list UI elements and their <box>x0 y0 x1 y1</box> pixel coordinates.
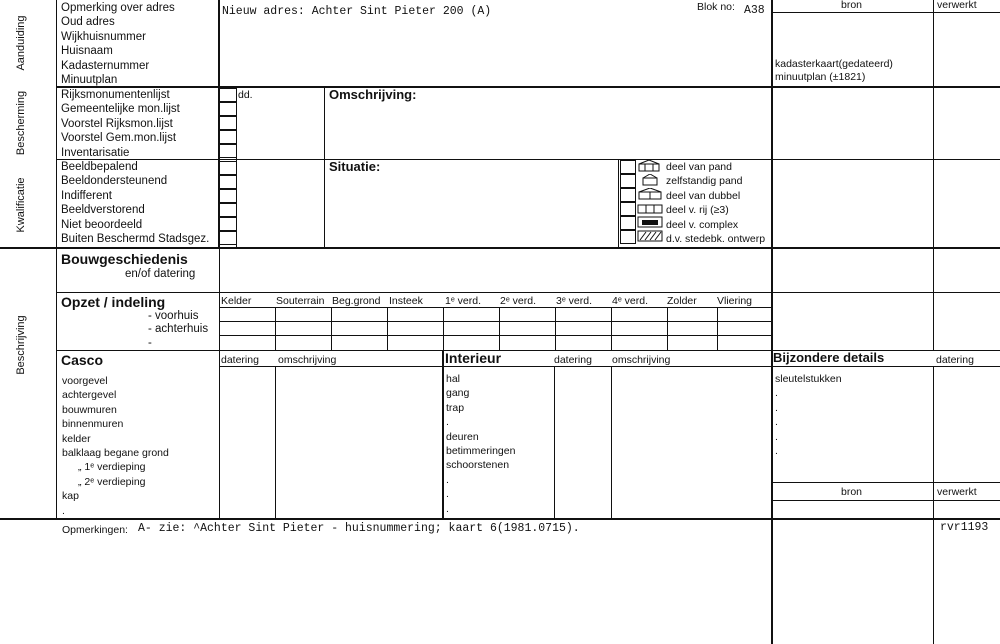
checkbox-niet-beoordeeld[interactable] <box>219 217 237 231</box>
kwalificatie-item: Indifferent <box>61 189 112 202</box>
situatie-label: Situatie: <box>329 159 381 174</box>
opzet-row-voorhuis: - voorhuis <box>148 310 199 322</box>
bron-lower-top-line <box>771 482 1000 483</box>
verwerkt-column-divider <box>933 0 934 350</box>
situatie-option: deel v. rij (≥3) <box>666 204 729 217</box>
opzet-col-beg-grond: Beg.grond <box>332 295 381 307</box>
opzet-col-line <box>387 307 388 350</box>
casco-item: kap <box>62 490 79 503</box>
casco-item: binnenmuren <box>62 418 124 431</box>
bijzondere-item: . <box>775 416 778 429</box>
interieur-datering-header: datering <box>554 354 592 366</box>
casco-item: achtergevel <box>62 389 117 402</box>
bijzondere-item: . <box>775 444 778 457</box>
casco-item: „ 2ᵉ verdieping <box>78 475 146 488</box>
situatie-option: deel van dubbel <box>666 189 741 202</box>
deel-van-pand-icon <box>637 160 663 172</box>
new-address-entry: Nieuw adres: Achter Sint Pieter 200 (A) <box>222 5 492 18</box>
bescherming-item: Voorstel Gem.mon.lijst <box>61 132 177 145</box>
opzet-col-line <box>499 307 500 350</box>
opzet-col-4e-verd: 4ᵉ verd. <box>612 295 649 307</box>
casco-item: „ 1ᵉ verdieping <box>78 461 146 474</box>
checkbox-deel-van-pand[interactable] <box>620 160 636 174</box>
opzet-col-line <box>275 307 276 350</box>
opzet-col-line <box>555 307 556 350</box>
verwerkt-header: verwerkt <box>937 0 977 11</box>
kwalificatie-item: Beeldondersteunend <box>61 175 168 188</box>
opmerkingen-text: A- zie: ^Achter Sint Pieter - huisnummering; kaart 6(1981.0715). <box>138 522 580 535</box>
bijzondere-item: . <box>775 387 778 400</box>
verwerkt-column-divider-lower <box>933 366 934 644</box>
kwalificatie-item: Beeldverstorend <box>61 204 145 217</box>
section-label-aanduiding: Aanduiding <box>15 15 27 71</box>
checkbox-buiten-beschermd[interactable] <box>219 231 237 245</box>
situatie-option: d.v. stedebk. ontwerp <box>666 232 766 245</box>
interieur-items <box>446 372 515 516</box>
checkbox-beeldverstorend[interactable] <box>219 203 237 217</box>
interieur-datering-right <box>611 366 612 518</box>
kwalificatie-items <box>61 160 209 246</box>
casco-interieur-divider <box>442 350 444 518</box>
checkbox-voorstel-rijksmon[interactable] <box>219 116 237 130</box>
opzet-row-line-1 <box>219 321 771 322</box>
bouwgeschiedenis-bottom-line <box>56 292 1000 293</box>
bouwgeschiedenis-title: Bouwgeschiedenis <box>61 251 188 267</box>
bijzondere-datering-header: datering <box>936 354 974 366</box>
section-label-kwalificatie: Kwalificatie <box>15 177 27 233</box>
opzet-row-line-2 <box>219 335 771 336</box>
kwalificatie-item: Beeldbepalend <box>61 161 138 173</box>
aanduiding-item: Opmerking over adres <box>61 2 175 14</box>
interieur-item: betimmeringen <box>446 444 516 457</box>
opzet-col-zolder: Zolder <box>667 295 697 307</box>
bron-column-divider <box>771 0 773 644</box>
checkbox-beeldbepalend[interactable] <box>219 161 237 175</box>
bron-entry: minuutplan (±1821) <box>775 71 866 83</box>
section-label-bescherming: Bescherming <box>15 90 27 156</box>
label-column-divider-lower <box>219 248 220 518</box>
checkbox-zelfstandig-pand[interactable] <box>620 174 636 188</box>
situatie-options <box>666 160 765 246</box>
situatie-option: deel van pand <box>666 161 732 173</box>
opzet-col-vliering: Vliering <box>717 295 753 307</box>
opzet-col-line <box>331 307 332 350</box>
casco-omschrijving-header: omschrijving <box>278 354 337 366</box>
checkbox-deel-v-complex[interactable] <box>620 216 636 230</box>
kwalificatie-bottom-line <box>0 247 1000 249</box>
aanduiding-item: Kadasternummer <box>61 59 150 72</box>
opzet-col-line <box>611 307 612 350</box>
interieur-item: trap <box>446 401 465 414</box>
opmerkingen-label: Opmerkingen: <box>62 524 128 536</box>
casco-items <box>62 374 169 518</box>
aanduiding-item: Oud adres <box>61 16 115 29</box>
opzet-col-3e-verd: 3ᵉ verd. <box>556 295 593 307</box>
checkbox-beeldondersteunend[interactable] <box>219 175 237 189</box>
casco-item: bouwmuren <box>62 403 117 416</box>
casco-item: balklaag begane grond <box>62 446 169 459</box>
casco-item: voorgevel <box>62 375 108 387</box>
checkbox-inventarisatie[interactable] <box>219 144 237 158</box>
bron-header: bron <box>841 0 863 11</box>
interieur-item: . <box>446 488 449 501</box>
bescherming-items <box>61 88 180 160</box>
interieur-omschrijving-header: omschrijving <box>612 354 671 366</box>
verwerkt-header-lower: verwerkt <box>937 486 977 498</box>
stedebk-ontwerp-icon <box>637 230 663 242</box>
bijzondere-item: sleutelstukken <box>775 373 842 385</box>
bijzondere-item: . <box>775 430 778 443</box>
checkbox-deel-v-rij[interactable] <box>620 202 636 216</box>
interieur-title: Interieur <box>445 350 502 366</box>
aanduiding-item: Minuutplan <box>61 73 118 86</box>
opzet-col-line <box>667 307 668 350</box>
situatie-option: deel v. complex <box>666 218 739 231</box>
blok-value: A38 <box>744 4 765 17</box>
checkbox-voorstel-gem-mon[interactable] <box>219 130 237 144</box>
deel-van-dubbel-icon <box>637 188 663 200</box>
casco-item: kelder <box>62 432 91 445</box>
interieur-datering-left <box>554 366 555 518</box>
opzet-row-achterhuis: - achterhuis <box>148 323 209 335</box>
beschrijving-bottom-line <box>0 518 1000 520</box>
casco-datering-right <box>275 366 276 518</box>
opzet-col-kelder: Kelder <box>221 295 252 307</box>
interieur-item: schoorstenen <box>446 459 510 472</box>
bron-header-lower: bron <box>841 486 863 498</box>
bijzondere-item: . <box>775 401 778 414</box>
bouwgeschiedenis-subtitle: en/of datering <box>125 268 196 280</box>
bescherming-item: Inventarisatie <box>61 146 130 159</box>
aanduiding-item: Wijkhuisnummer <box>61 30 146 43</box>
casco-item: . <box>62 504 65 517</box>
interieur-item: . <box>446 502 449 515</box>
casco-datering-header: datering <box>221 354 259 366</box>
interieur-item: deuren <box>446 430 479 443</box>
casco-title: Casco <box>61 352 104 368</box>
aanduiding-items <box>61 1 175 87</box>
opzet-row-blank: - <box>148 337 152 349</box>
bron-lower-header-line <box>771 500 1000 501</box>
zelfstandig-pand-icon <box>637 174 663 186</box>
interieur-item: . <box>446 473 449 486</box>
opzet-title: Opzet / indeling <box>61 294 166 310</box>
opzet-col-insteek: Insteek <box>389 295 423 307</box>
interieur-item: . <box>446 416 449 429</box>
bescherming-item: Voorstel Rijksmon.lijst <box>61 117 173 130</box>
opzet-col-souterrain: Souterrain <box>276 295 325 307</box>
situatie-icons-divider <box>618 159 619 248</box>
omschrijving-label: Omschrijving: <box>329 87 417 102</box>
deel-v-complex-icon <box>637 216 663 228</box>
bijzondere-details-title: Bijzondere details <box>773 350 885 365</box>
opzet-col-1e-verd: 1ᵉ verd. <box>445 295 482 307</box>
bron-entry: kadasterkaart(gedateerd) <box>775 58 893 70</box>
checkbox-gemeentelijke-mon[interactable] <box>219 102 237 116</box>
aanduiding-item: Huisnaam <box>61 45 113 58</box>
interieur-item: hal <box>446 373 461 385</box>
aanduiding-bottom-line <box>56 86 1000 88</box>
opzet-col-2e-verd: 2ᵉ verd. <box>500 295 537 307</box>
opmerkingen-code: rvr1193 <box>940 521 989 534</box>
bescherming-item: Gemeentelijke mon.lijst <box>61 103 180 116</box>
kwalificatie-item: Buiten Beschermd Stadsgez. <box>61 232 210 245</box>
left-gutter-line <box>56 0 57 518</box>
kwalificatie-item: Niet beoordeeld <box>61 218 143 231</box>
checkbox-rijksmonumentenlijst[interactable] <box>219 88 237 102</box>
section-label-beschrijving: Beschrijving <box>15 315 27 375</box>
situatie-option: zelfstandig pand <box>666 175 743 188</box>
checkbox-stedebk-ontwerp[interactable] <box>620 230 636 244</box>
bescherming-item: Rijksmonumentenlijst <box>61 89 170 101</box>
bijzondere-items <box>775 372 842 458</box>
opzet-col-line <box>717 307 718 350</box>
checkbox-indifferent[interactable] <box>219 189 237 203</box>
omschrijving-divider <box>324 86 325 248</box>
blok-label: Blok no: <box>697 1 735 13</box>
opzet-col-line <box>443 307 444 350</box>
interieur-item: gang <box>446 387 470 400</box>
deel-v-rij-icon <box>637 202 663 214</box>
dd-label: dd. <box>238 89 253 101</box>
checkbox-deel-van-dubbel[interactable] <box>620 188 636 202</box>
